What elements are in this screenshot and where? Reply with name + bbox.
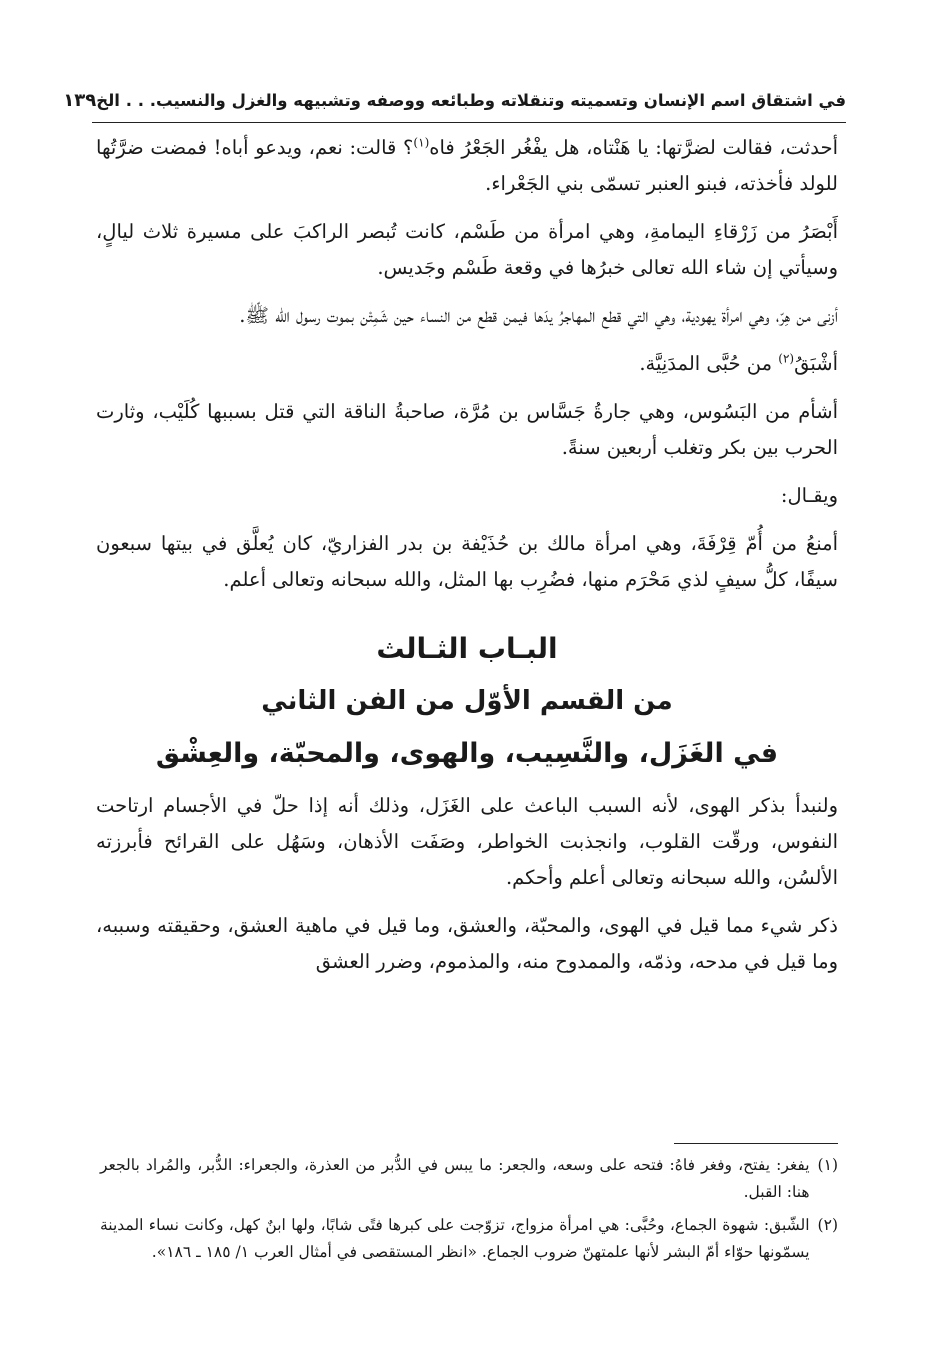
page-number: ١٣٩	[63, 89, 97, 111]
footnote	[100, 1152, 838, 1206]
paragraph	[96, 130, 838, 202]
paragraph: أزنى من هِرّ، وهي امرأة يهودية، وهي التي قطع المهاجرُ يدَها فيمن قطع من النساء حين شَمِتْن بموت رسول الله ﷺ.	[239, 304, 838, 327]
footnote-ref[interactable]: (٢)	[778, 351, 795, 366]
footnote-text: الشّبق: شهوة الجماع، وحُبَّى: هي امرأة مزواج، تزوّجت على كبرها فتًى شابًا، ولها ابنٌ كهل، وكانت نساء المدينة يسمّونها حوّاء أمّ البشر لأنها علمتهنّ ضروب الجماع. «انظر المستقصى في أمثال العرب ١/ ١٨٥ ـ ١٨٦».	[100, 1216, 810, 1261]
paragraph-text: ؟ قالت: نعم، ويدعو أباه! فمضت ضرَّتُها للولد فأخذته، فبنو العنبر تسمّى بني الجَعْراء.	[96, 136, 838, 195]
footnotes	[100, 1152, 838, 1272]
running-header	[63, 78, 846, 123]
paragraph-text: أشْبَقُ	[794, 352, 838, 375]
paragraph-text: أحدثت، فقالت لضرَّتها: يا هَنْتاه، هل يفْغُر الجَعْرُ فاه	[429, 136, 838, 159]
paragraph: أَبْصَرُ من زَرْقاءِ اليمامةِ، وهي امرأة من طَسْم، كانت تُبصر الراكبَ على مسيرة ثلاث ليالٍ، وسيأتي إن شاء الله تعالى خبرُها في وقعة طَسْم وجَديس.	[96, 220, 838, 279]
footnote-ref[interactable]: (١)	[413, 135, 430, 150]
chapter-heading	[96, 624, 838, 780]
chapter-subtitle: من القسم الأوّل من الفن الثاني	[261, 686, 673, 716]
footnote-number: (١)	[817, 1156, 838, 1174]
paragraph: أشأم من البَسُوس، وهي جارةُ جَسَّاس بن مُرَّة، صاحبةُ الناقة التي قتل بسببها كُلَيْب، وثارت الحرب بين بكر وتغلب أربعين سنةً.	[96, 400, 838, 459]
paragraph: أمنعُ من أُمّ قِرْفَةَ، وهي امرأة مالك بن حُذَيْفة بن بدر الفزاريّ، كان يُعلَّق في بيتها سبعون سيفًا، كلُّ سيفٍ لذي مَحْرَم منها، فضُرِب بها المثل، والله سبحانه وتعالى أعلم.	[96, 532, 838, 591]
paragraph-text: من حُبَّى المدَنِيَّة.	[639, 352, 779, 375]
footnote	[100, 1212, 838, 1266]
footnote-separator	[674, 1143, 838, 1144]
main-text	[96, 130, 838, 992]
paragraph	[96, 346, 838, 382]
paragraph: ولنبدأ بذكر الهوى، لأنه السبب الباعث على الغَزَل، وذلك أنه إذا حلّ في الأجسام ارتاحت النفوس، ورقّت القلوب، وانجذبت الخواطر، وصَفَت الأذهان، وسَهُل على القرائح فأبرزته الألسُن، والله سبحانه وتعالى أعلم وأحكم.	[96, 794, 838, 889]
footnote-text: يفغر: يفتح، وفغر فاهُ: فتحه على وسعه، والجعر: ما يبس في الدُّبر من العذرة، والجعراء: الدُّبر، والمُراد بالجعر هنا: القبل.	[100, 1156, 810, 1201]
chapter-title: البـاب الثـالث	[376, 632, 558, 665]
chapter-topic: في الغَزَل، والنَّسِيب، والهوى، والمحبّة، والعِشْق	[155, 738, 779, 769]
paragraph: ويقـال:	[780, 484, 838, 507]
footnote-number: (٢)	[817, 1216, 838, 1234]
header-title: في اشتقاق اسم الإنسان وتسميته وتنقلاته وطبائعه ووصفه وتشبيهه والغزل والنسيب. . . الخ	[96, 90, 846, 110]
paragraph: ذكر شيء مما قيل في الهوى، والمحبّة، والعشق، وما قيل في ماهية العشق، وحقيقته وسببه، وما قيل في مدحه، وذمّه، والممدوح منه، والمذموم، وضرر العشق	[96, 914, 838, 973]
